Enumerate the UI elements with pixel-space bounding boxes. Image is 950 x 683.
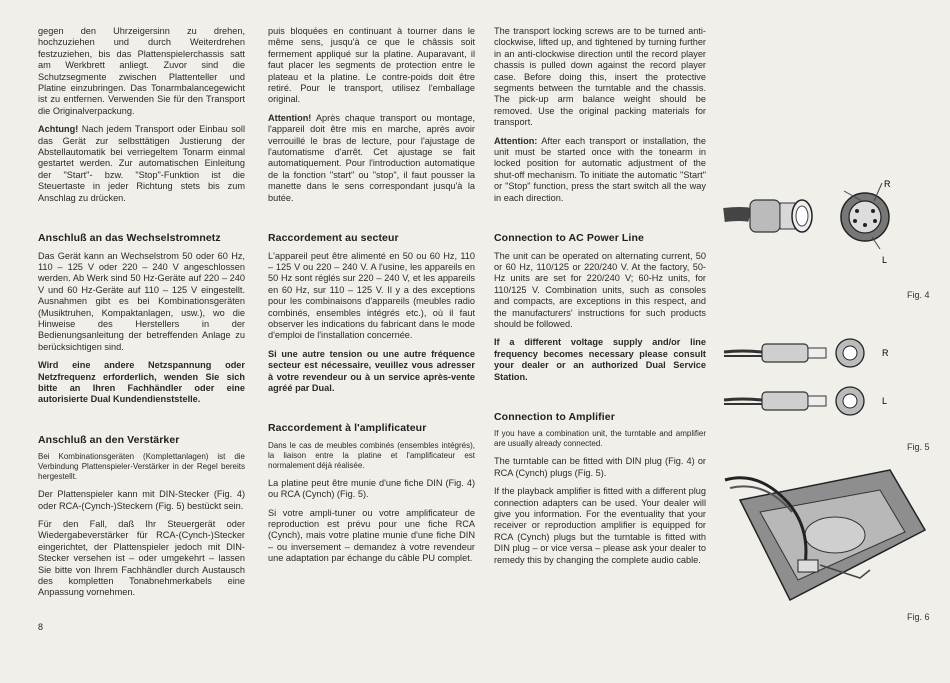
rca-r-label: R: [882, 348, 889, 358]
english-ac-bold: If a different voltage supply and/or line frequency becomes necessary please consult your dealer or an authorized Dual Service Station.: [494, 337, 706, 382]
french-attention: [268, 113, 475, 204]
french-intro: puis bloquées en continuant à tourner dans le même sens, jusqu'à ce que le châssis soit fermement appliqué sur la platine. Auparavant, il faut placer les segments de protection entre le plateau et la platine. Le contre-poids doit être retiré. Pour le transport, utilisez l'emballage original.: [268, 26, 475, 105]
fig4-din-plug-illustration: [722, 175, 922, 275]
french-attention-text: Après chaque transport ou montage, l'appareil doit être mis en marche, après avoir verrouillé le bras de lecture, pour l'ajustage de l'automatisme d'arrêt. Cet ajustage se fait automatiquement. Pour l'introduction automatique de la fonction "start" ou "stop", il faut pousser la manette dans le sens correspondant jusqu'à la butée.: [268, 112, 475, 203]
din-pin: [873, 219, 877, 223]
french-column: [268, 26, 475, 572]
german-attention-text: Nach jedem Transport oder Einbau soll das Gerät zur selbsttätigen Justierung der Abstellautomatik bei verriegeltem Tonarm einmal gestartet werden. Zur automatischen Einleitung der "Start"- bzw. "Stop"-Funktion ist die Steuertaste in jeder Richtung stets bis zum Anschlag zu drücken.: [38, 124, 245, 203]
fig5-label: Fig. 5: [907, 442, 930, 452]
german-ac-heading: Anschluß an das Wechselstromnetz: [38, 232, 221, 245]
german-ac-text: Das Gerät kann an Wechselstrom 50 oder 60 Hz, 110 – 125 V oder 220 – 240 V angeschlossen werden. Ab Werk sind 50 Hz-Geräte auf 220 – 240 V und 60 Hz-Geräte auf 110 – 125 V eingestellt. Ausnahmen gibt es bei Kombinationsgeräten (Musiktruhen, Kompaktanlagen, usw.), wo die Hinweise des Herstellers in der Bedienungsanleitung der betreffenden Anlage zu berücksichtigen sind.: [38, 250, 245, 352]
german-intro: gegen den Uhrzeigersinn zu drehen, hochzuziehen und durch Weiterdrehen festzuziehen, bis das Plattenspielerchassis satt am Werkbrett anliegt. Zuvor sind die Schutzsegmente zwischen Plattenteller und Platine einzubringen. Das Tonarmbalancegewicht ist zu entfernen. Verwenden Sie für den Transport die Originalverpackung.: [38, 26, 245, 116]
din-pin: [855, 209, 859, 213]
rca-l-label: L: [882, 396, 888, 406]
din-pin: [853, 219, 857, 223]
french-attention-label: Attention!: [268, 112, 312, 123]
german-amp-small: Bei Kombinationsgeräten (Komplettanlagen) ist die Verbindung Plattenspieler-Verstärker in der Regel bereits hergestellt.: [38, 452, 245, 482]
din-socket-inner: [849, 201, 881, 233]
english-column: [494, 26, 706, 573]
french-ac-bold: Si une autre tension ou une autre fréquence secteur est nécessaire, veuillez vous adresser à votre revendeur ou à un service après-vente agréé par Dual.: [268, 348, 475, 393]
fig6-turntable-cable-illustration: [720, 460, 935, 620]
fig5-rca-plugs-illustration: [722, 330, 922, 430]
german-attention: [38, 124, 245, 204]
rca-plug-r: [762, 344, 808, 362]
french-amp-text1: La platine peut être munie d'une fiche DIN (Fig. 4) ou RCA (Cynch) (Fig. 5).: [268, 477, 475, 500]
french-amp-text2: Si votre ampli-tuner ou votre amplificateur de reproduction est prévu pour une fiche RCA (Cynch), mais votre platine munie d'une fiche DIN – ou inversement – demandez à votre revendeur une adaptation par échange du câble PU complet.: [268, 507, 475, 564]
fig6-label: Fig. 6: [907, 612, 930, 622]
din-plug-body: [750, 200, 780, 232]
french-amp-heading: Raccordement à l'amplificateur: [268, 422, 427, 435]
din-cable: [724, 214, 750, 215]
rca-cable-l: [724, 399, 762, 400]
english-intro: The transport locking screws are to be turned anti-clockwise, lifted up, and tightened by turning further in an anti-clockwise direction until the record player chassis is pulled down against the record player case. Before doing this, insert the protective segments between the turntable and the chassis. The pick-up arm balance weight should be removed. Use the original packing materials for transport.: [494, 26, 706, 128]
german-amp-text1: Der Plattenspieler kann mit DIN-Stecker (Fig. 4) oder RCA-(Cynch-)Steckern (Fig. 5) bestückt sein.: [38, 489, 245, 511]
rca-cable-r: [724, 351, 762, 352]
english-amp-text1: The turntable can be fitted with DIN plug (Fig. 4) or RCA (Cynch) plugs (Fig. 5).: [494, 456, 706, 478]
din-plug-inner: [796, 206, 808, 226]
german-ac-bold: Wird eine andere Netzspannung oder Netzfrequenz erforderlich, wenden Sie sich bitte an Ihren Fachhändler oder eine autorisierte Dual Kundendienststelle.: [38, 360, 245, 405]
english-attention-label: Attention:: [494, 135, 538, 146]
rca-plug-l: [762, 392, 808, 410]
english-amp-text2: If the playback amplifier is fitted with a different plug connection adapters can be used. Your dealer will give you information. For the eventuality that your receiver or reproduction amplifier is equipped for RCA (Cynch) plugs but the turntable is fitted with DIN plug – or vice versa – please ask your dealer to remedy this by changing the complete audio cable.: [494, 486, 706, 565]
page-number: 8: [38, 622, 44, 632]
rca-socket-r-hole: [843, 346, 857, 360]
english-attention-text: After each transport or installation, the unit must be started once with the tonearm in locked position for automatic adjustment of the shut-off mechanism. To initiate the automatic "Start" or "Stop" function, press the start switch all the way in each direction.: [494, 135, 706, 203]
english-amp-heading: Connection to Amplifier: [494, 410, 615, 423]
english-attention: [494, 136, 706, 204]
din-r-label: R: [884, 179, 891, 189]
french-ac-text: L'appareil peut être alimenté en 50 ou 60 Hz, 110 – 125 V ou 220 – 240 V. A l'usine, les appareils en 50 Hz sont réglés sur 220 – 240 V, et les appareils en 60 Hz, sur 110 – 125 V. Il y a des exceptions pour les combinaisons d'appareils (meubles radio combinés, ensembles intégrés etc.), où il faut observer les indications du fabricant dans le mode d'emploi de l'installation concernée.: [268, 250, 475, 341]
rca-plug-r-tip: [808, 348, 826, 358]
french-ac-heading: Raccordement au secteur: [268, 232, 399, 245]
cable-connector: [798, 560, 818, 572]
rca-plug-l-tip: [808, 396, 826, 406]
german-attention-label: Achtung!: [38, 124, 79, 135]
rca-socket-l-hole: [843, 394, 857, 408]
english-ac-text: The unit can be operated on alternating current, 50 or 60 Hz, 110/125 or 220/240 V. At the factory, 50-Hz units are set for 220/240 V; 60-Hz units, for 110/125 V. Combination units, such as consoles and compacts, are exceptions in this respect, and the manufacturers' instructions for such products should be followed.: [494, 250, 706, 329]
din-pin: [871, 209, 875, 213]
english-ac-heading: Connection to AC Power Line: [494, 232, 644, 245]
english-amp-small: If you have a combination unit, the turntable and amplifier are usually already connected.: [494, 429, 706, 449]
din-pin: [863, 223, 867, 227]
fig4-label: Fig. 4: [907, 290, 930, 300]
german-amp-text2: Für den Fall, daß Ihr Steuergerät oder Wiedergabeverstärker für RCA-(Cynch-)Stecker eingerichtet, der Plattenspieler jedoch mit DIN-Stecker versehen ist – oder umgekehrt – lassen Sie bitte von Ihrem Fachhändler durch Austausch des kompletten Tonabnehmerkabels eine Anpassung vornehmen.: [38, 519, 245, 598]
french-amp-small: Dans le cas de meubles combinés (ensembles intégrés), la liaison entre la platine et l'amplificateur est normalement déjà réalisée.: [268, 440, 475, 470]
turntable-motor: [805, 517, 865, 553]
german-amp-heading: Anschluß an den Verstärker: [38, 433, 180, 446]
german-column: [38, 26, 245, 606]
din-l-label: L: [882, 255, 888, 265]
